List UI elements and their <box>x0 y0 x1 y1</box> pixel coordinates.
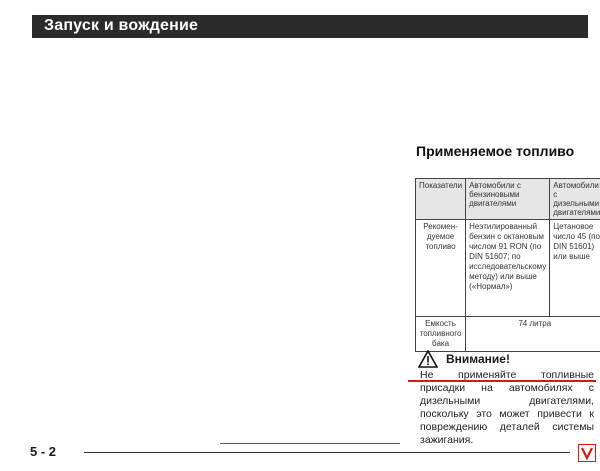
table-cell-label: Емкость топливного бака <box>416 317 466 352</box>
table-header: Автомобили с дизельными двигателями <box>550 179 600 220</box>
table-cell-diesel: Цетановое число 45 (по DIN 51601) или выше <box>550 220 600 317</box>
footer-divider <box>84 452 570 453</box>
warning-title: Внимание! <box>446 352 510 366</box>
warning-heading <box>418 350 510 368</box>
page-title: Запуск и вождение <box>44 17 199 34</box>
table-cell-petrol: Неэтилированный бензин с октановым числом 91 RON (по DIN 51607; по исследовательскому методу) или выше («Нормал») <box>466 220 550 317</box>
warning-triangle-icon <box>418 350 438 368</box>
table-cell-label: Рекомен-дуемое топливо <box>416 220 466 317</box>
v-logo-icon <box>578 444 596 462</box>
divider <box>220 443 400 444</box>
table-header-row <box>416 179 600 220</box>
table-cell-value: 74 литра <box>466 317 600 352</box>
fuel-table <box>415 178 600 352</box>
warning-text: Не применяйте топливные присадки на автомобилях с дизельными двигателями, поскольку это может привести к повреждению деталей системы зажигания. <box>420 369 594 446</box>
table-header: Автомобили с бензиновыми двигателями <box>466 179 550 220</box>
table-row <box>416 317 600 352</box>
table-header: Показатели <box>416 179 466 220</box>
page-number: 5 - 2 <box>30 444 57 459</box>
table-row <box>416 220 600 317</box>
section-title: Применяемое топливо <box>416 143 575 159</box>
header-bar <box>32 15 588 38</box>
